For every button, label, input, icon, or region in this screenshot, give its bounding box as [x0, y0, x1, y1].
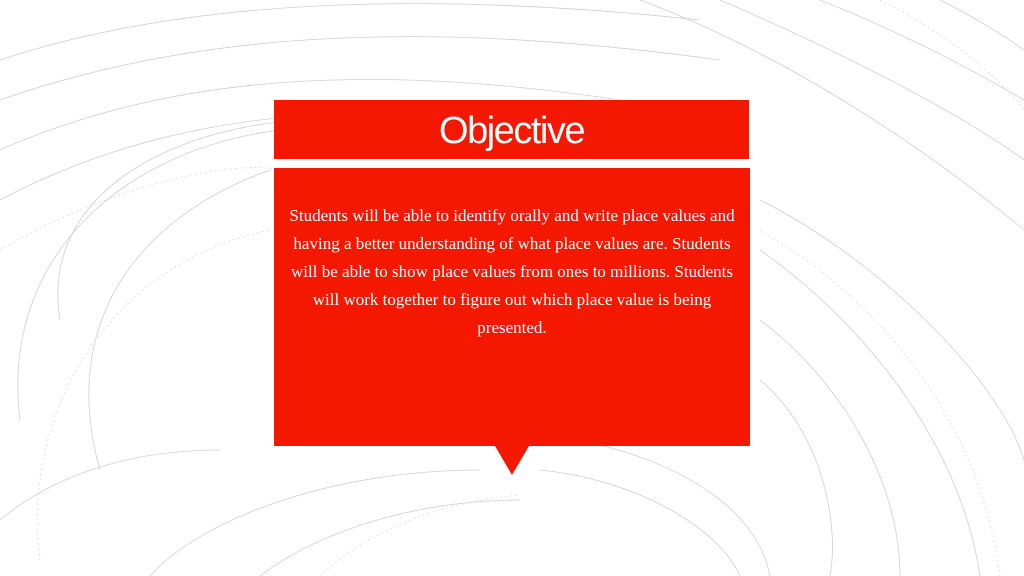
callout-pointer: [495, 446, 529, 475]
content-box: [274, 168, 750, 446]
title-banner: [274, 100, 749, 159]
objective-text: Students will be able to identify orally and write place values and having a better understanding of what place values are. Students will be able to show place values from ones to millions. Students will work together to figure out which place value is being presented.: [289, 206, 735, 337]
slide-title: Objective: [439, 109, 584, 152]
